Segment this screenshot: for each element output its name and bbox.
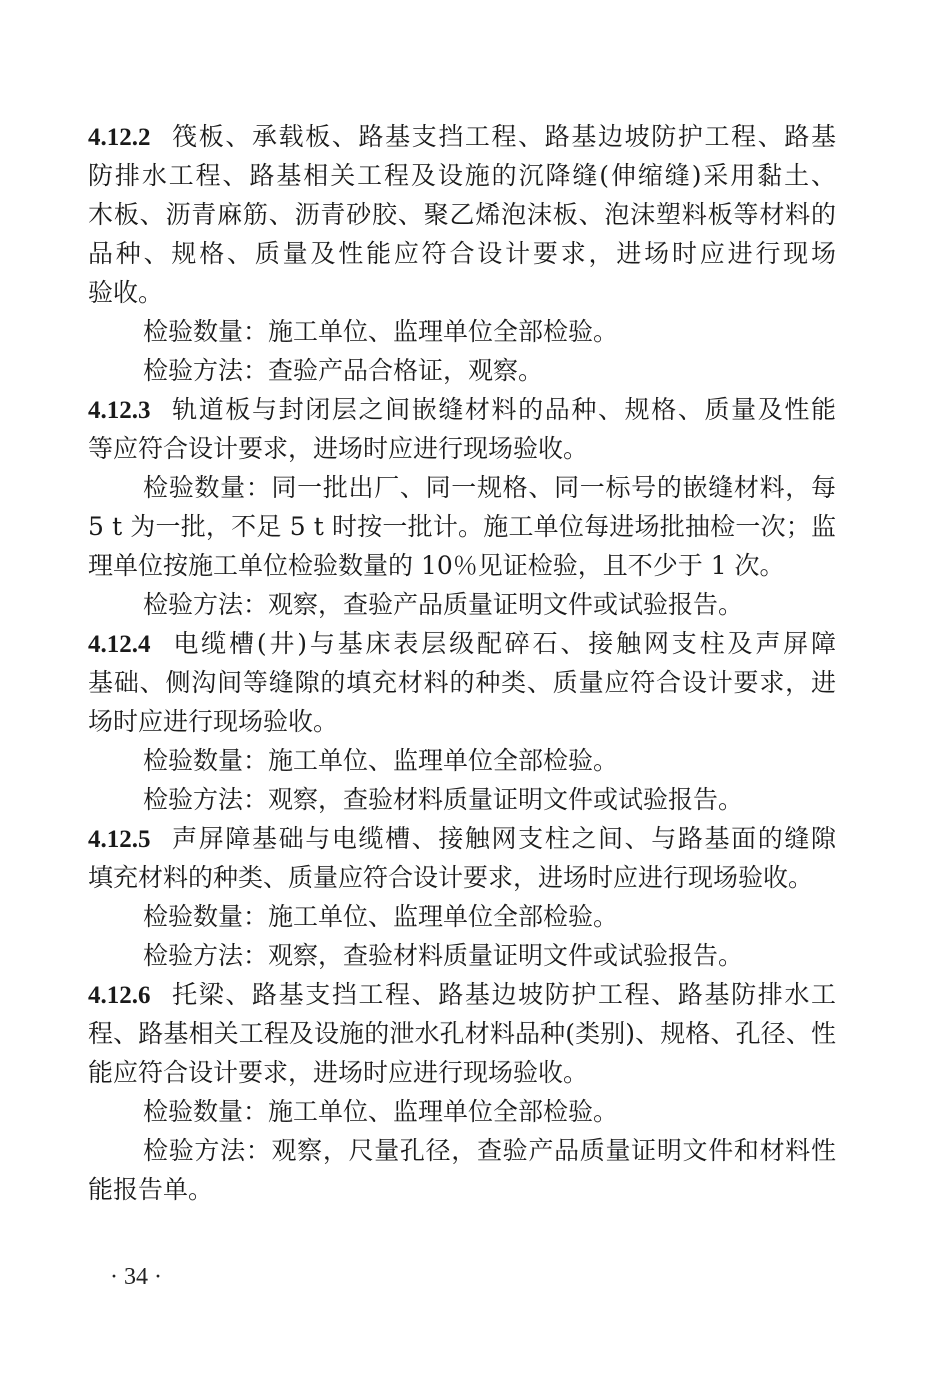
clause-text-line: 验收。 (88, 278, 164, 307)
inspection-quantity: 检验数量：同一批出厂、同一规格、同一标号的嵌缝材料，每 (143, 473, 836, 502)
clause-number: 4.12.4 (88, 631, 151, 658)
clause-text: 轨道板与封闭层之间嵌缝材料的品种、规格、质量及性能 (170, 395, 836, 424)
inspection-quantity-continued: 5 t 为一批，不足 5 t 时按一批计。施工单位每进场批抽检一次；监 (88, 512, 836, 541)
clause-text-line: 木板、沥青麻筋、沥青砂胶、聚乙烯泡沫板、泡沫塑料板等材料的 (88, 200, 836, 229)
clause-first-line (88, 117, 836, 156)
document-body (88, 117, 836, 1209)
clause-text: 筏板、承载板、路基支挡工程、路基边坡防护工程、路基 (170, 122, 836, 151)
clause-4-12-3 (88, 390, 836, 624)
clause-first-line (88, 624, 836, 663)
clause-text: 托梁、路基支挡工程、路基边坡防护工程、路基防排水工 (170, 980, 836, 1009)
inspection-quantity: 检验数量：施工单位、监理单位全部检验。 (143, 746, 619, 775)
clause-number: 4.12.2 (88, 124, 151, 151)
clause-4-12-6 (88, 975, 836, 1209)
clause-number: 4.12.6 (88, 982, 151, 1009)
clause-number: 4.12.5 (88, 826, 151, 853)
inspection-quantity: 检验数量：施工单位、监理单位全部检验。 (143, 902, 619, 931)
inspection-method: 检验方法：观察，尺量孔径，查验产品质量证明文件和材料性 (143, 1136, 836, 1165)
clause-text-line: 程、路基相关工程及设施的泄水孔材料品种(类别)、规格、孔径、性 (88, 1019, 836, 1048)
clause-number: 4.12.3 (88, 397, 151, 424)
clause-4-12-5 (88, 819, 836, 975)
clause-text-line: 防排水工程、路基相关工程及设施的沉降缝(伸缩缝)采用黏土、 (88, 161, 836, 190)
inspection-quantity: 检验数量：施工单位、监理单位全部检验。 (143, 1097, 619, 1126)
page-number: · 34 · (110, 1264, 162, 1290)
inspection-method-continued: 能报告单。 (88, 1175, 214, 1204)
clause-text-line: 品种、规格、质量及性能应符合设计要求，进场时应进行现场 (88, 239, 836, 268)
clause-text-line: 基础、侧沟间等缝隙的填充材料的种类、质量应符合设计要求，进 (88, 668, 836, 697)
inspection-method: 检验方法：观察，查验产品质量证明文件或试验报告。 (143, 590, 744, 619)
inspection-method: 检验方法：查验产品合格证，观察。 (143, 356, 544, 385)
clause-text-line: 场时应进行现场验收。 (88, 707, 339, 736)
inspection-method: 检验方法：观察，查验材料质量证明文件或试验报告。 (143, 941, 744, 970)
clause-first-line (88, 819, 836, 858)
inspection-quantity-continued: 理单位按施工单位检验数量的 10％见证检验，且不少于 1 次。 (88, 551, 785, 580)
clause-text-line: 等应符合设计要求，进场时应进行现场验收。 (88, 434, 589, 463)
clause-text-line: 能应符合设计要求，进场时应进行现场验收。 (88, 1058, 589, 1087)
inspection-quantity: 检验数量：施工单位、监理单位全部检验。 (143, 317, 619, 346)
clause-4-12-2 (88, 117, 836, 390)
clause-text: 电缆槽(井)与基床表层级配碎石、接触网支柱及声屏障 (170, 629, 836, 658)
clause-first-line (88, 975, 836, 1014)
inspection-method: 检验方法：观察，查验材料质量证明文件或试验报告。 (143, 785, 744, 814)
clause-4-12-4 (88, 624, 836, 819)
clause-text-line: 填充材料的种类、质量应符合设计要求，进场时应进行现场验收。 (88, 863, 814, 892)
clause-text: 声屏障基础与电缆槽、接触网支柱之间、与路基面的缝隙 (170, 824, 836, 853)
clause-first-line (88, 390, 836, 429)
